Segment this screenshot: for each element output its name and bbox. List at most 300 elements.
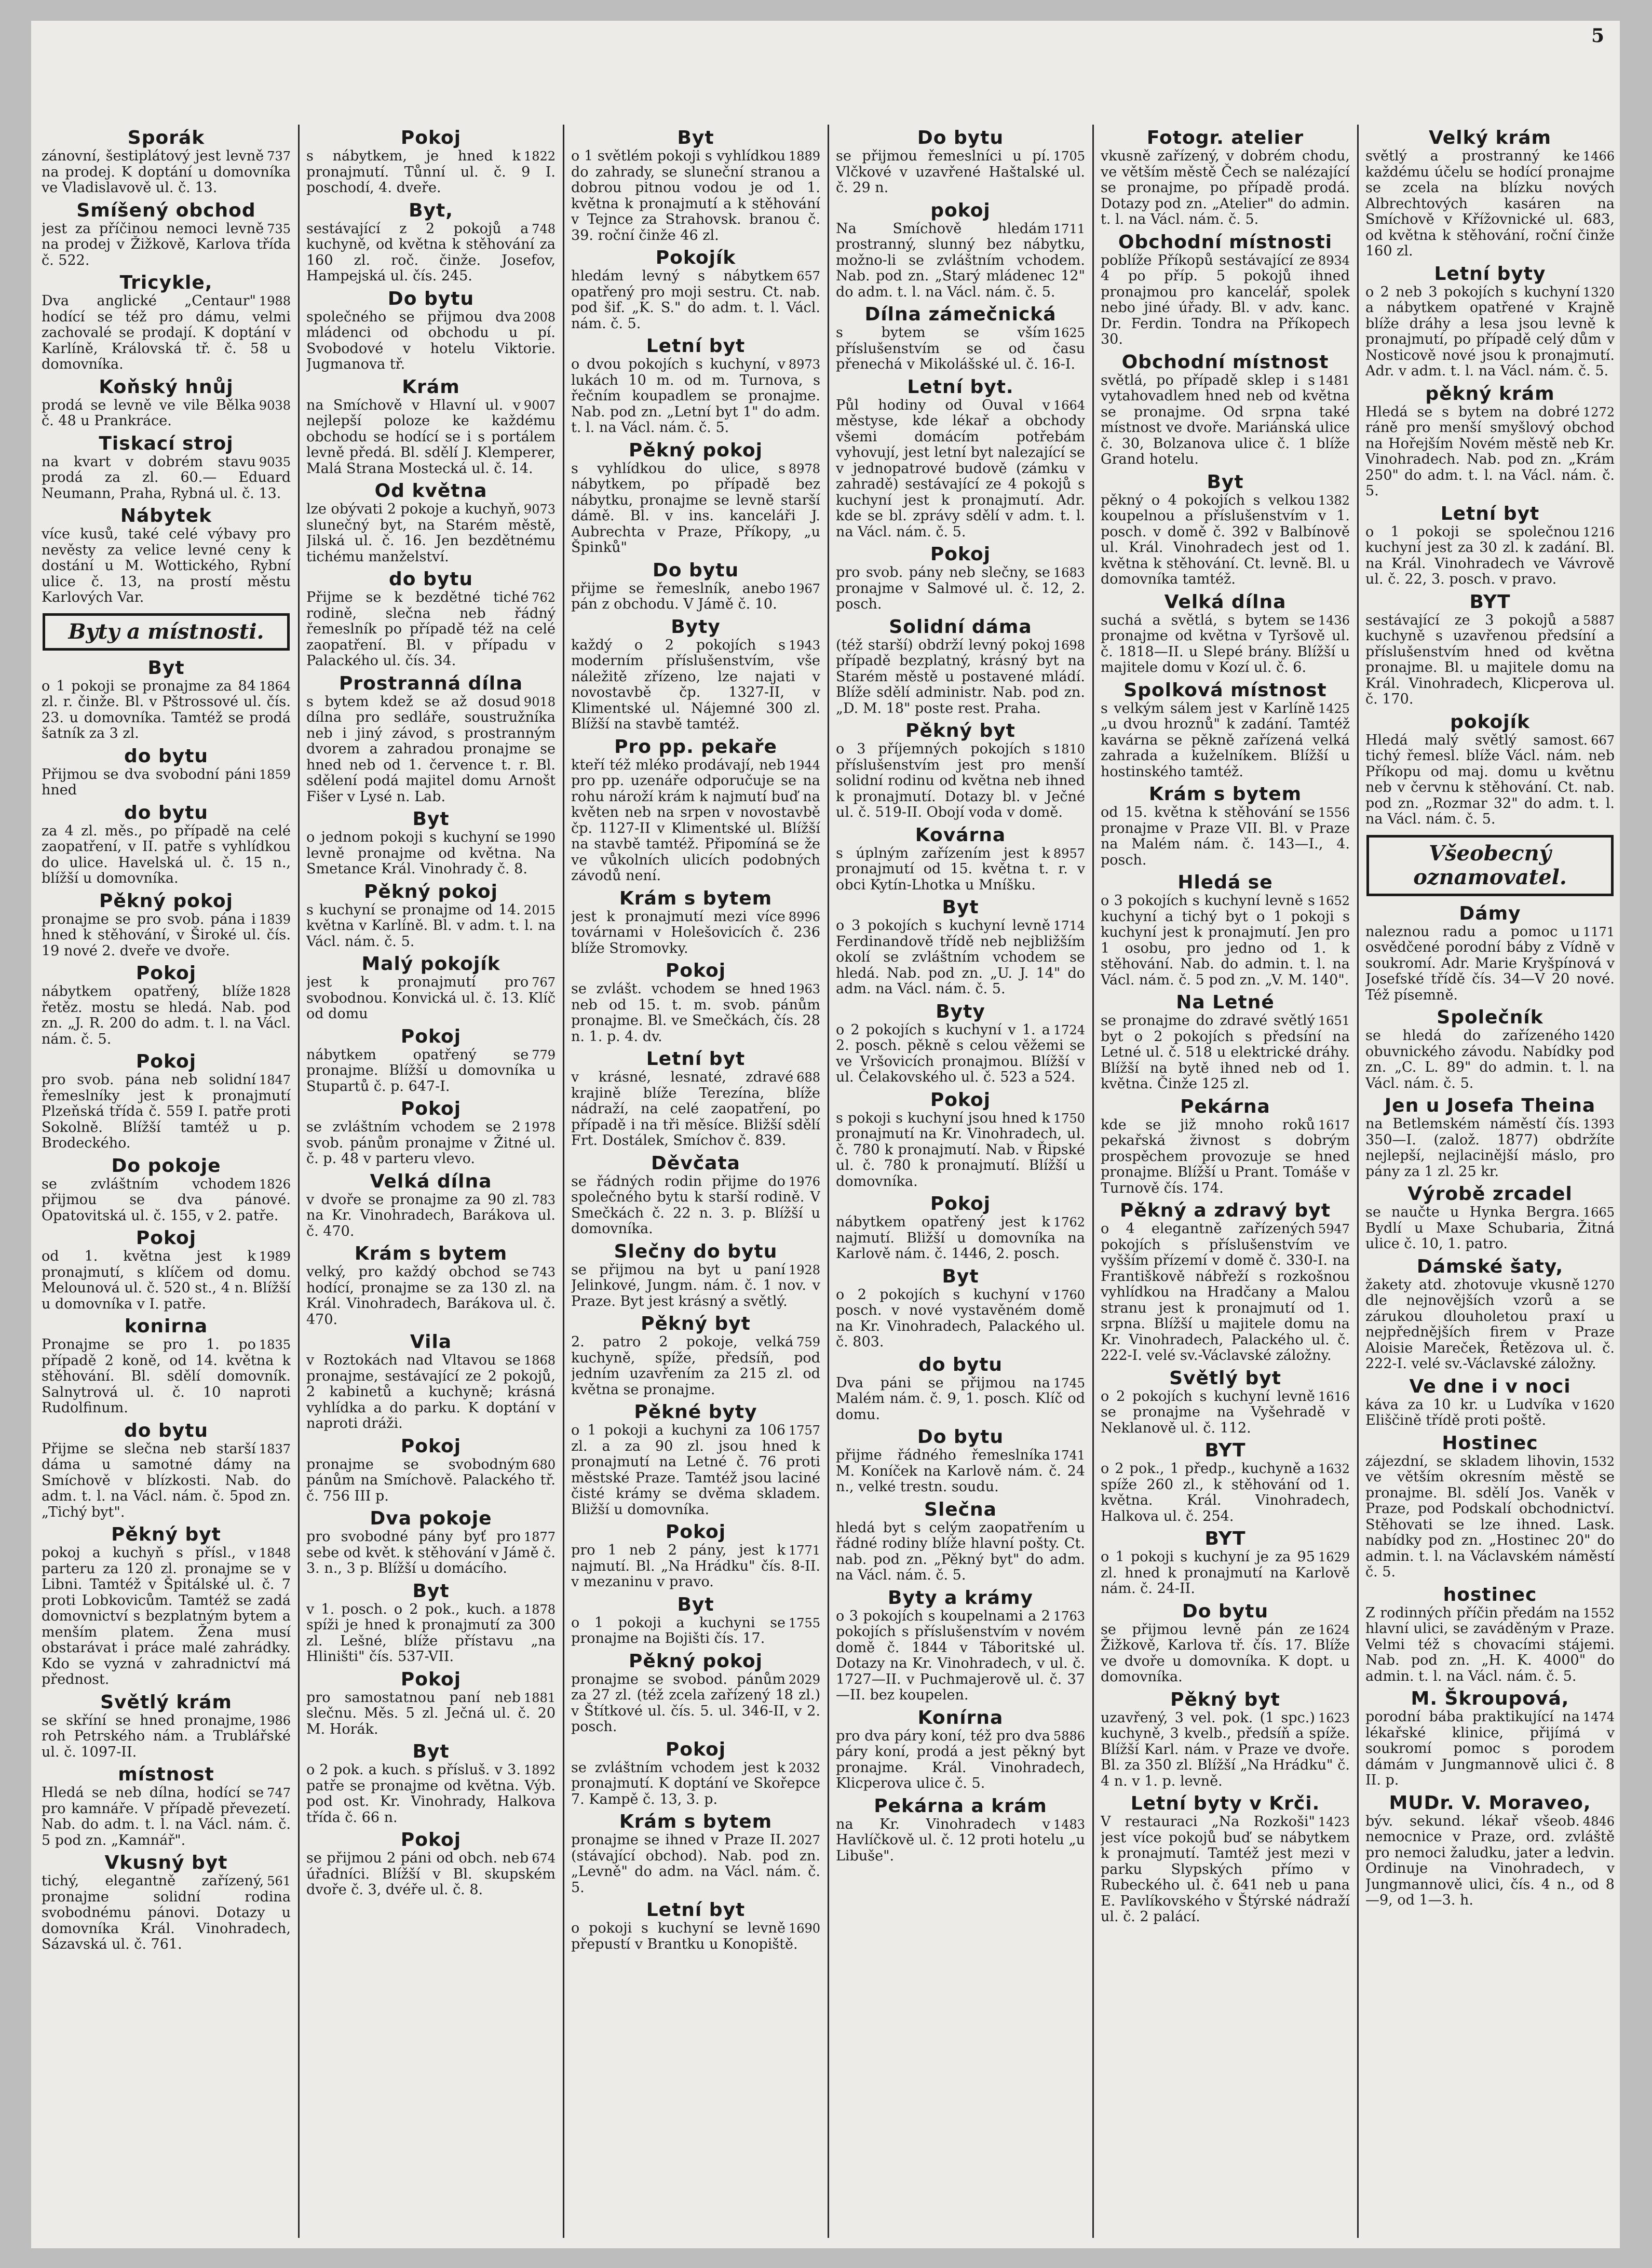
column-rule: [828, 125, 829, 2238]
ad-body: [42, 1713, 291, 1761]
ad-title: Vkusný byt: [104, 1852, 228, 1873]
ad-number: 1683: [1053, 565, 1085, 580]
ad-number: 8934: [1318, 253, 1350, 268]
ad-title: Pěkný pokoj: [364, 881, 498, 902]
ad-text: se přijmou řemeslníci u pí. Vlčkové v uzavřené Haštalské ul. č. 29 n.: [836, 148, 1085, 196]
ad-title: Pěkný a zdravý byt: [1120, 1200, 1331, 1221]
classified-ad: [1101, 1097, 1350, 1197]
ad-body: [836, 221, 1085, 301]
classified-ad: [42, 377, 291, 429]
ad-title: do bytu: [124, 802, 209, 824]
ad-text: pronajme se svobod. pánům za 27 zl. (též zcela zařízený 18 zl.) v Štítkové ul. čís. 5. ul. 346-II, v 2. posch.: [571, 1671, 820, 1735]
ad-text: sestávající z 2 pokojů a kuchyně, od května k stěhování za 160 zl. roč. činže. Josefov, Hampejská ul. čís. 245.: [306, 220, 556, 284]
classified-ad: [1365, 1184, 1615, 1252]
classified-ad: [42, 891, 291, 960]
ad-text: Z rodinných příčin předám na hlavní ulici, se zaváděným v Praze. Velmi též s chovacími stájemi. Nab. pod zn. „H. K. 4000" do admin. t. l. na Václ. nám. č. 5.: [1365, 1604, 1615, 1684]
classified-ad: [1365, 128, 1615, 260]
ad-text: světlý a prostranný ke každému účelu se hodící pronajme se zcela na blízku nových Albrechtových kasáren na Smíchově v Křížovnické ul. 683, od května k stěhování, roční činže 160 zl.: [1365, 148, 1615, 259]
ad-title: Do bytu: [917, 1426, 1004, 1448]
ad-number: 743: [532, 1265, 556, 1279]
ad-text: pro 1 neb 2 pány, jest k najmutí. Bl. „Na Hrádku" čís. 8-II. v mezaninu v pravo.: [571, 1542, 820, 1590]
ad-number: 1928: [788, 1262, 820, 1277]
ad-body: [1365, 1397, 1615, 1429]
ad-body: [306, 590, 556, 669]
classified-ad: [571, 1900, 820, 1952]
ad-title: Hostinec: [1442, 1432, 1538, 1454]
ad-title: Sporák: [127, 127, 205, 148]
ad-title: Dámy: [1459, 902, 1521, 924]
classified-ad: [306, 1244, 556, 1328]
ad-body: [1101, 148, 1350, 228]
ad-text: se zvláštním vchodem přijmou se dva pánové. Opatovitská ul. č. 155, v 2. patře.: [42, 1176, 291, 1224]
ad-title: Koňský hnůj: [99, 376, 234, 398]
ad-number: 1822: [523, 149, 556, 164]
classified-ad: [571, 560, 820, 613]
ad-title: Byt: [147, 657, 185, 679]
ad-body: [42, 1545, 291, 1688]
ad-text: o 3 pokojích s kuchyní levně s kuchyní a tichý byt o 1 pokoji s kuchyní jest k pronajmutí. Jen pro 1 osobu, pro jedno od 1. k stěhování. Nab. do admin. t. l. na Václ. nám. č. 5 pod zn. „V. M. 140".: [1101, 893, 1350, 988]
classified-ad: [571, 1402, 820, 1518]
ad-number: 1741: [1053, 1448, 1085, 1463]
ad-text: naleznou radu a pomoc u osvědčené porodní báby z Vídně v soukromí. Adr. Marie Kryšpínová v Josefské třídě čís. 34—V 20 nové. Též písemně.: [1365, 923, 1615, 1003]
classified-ad: [836, 1500, 1085, 1584]
ad-body: [42, 1441, 291, 1521]
ad-number: 1270: [1582, 1277, 1615, 1292]
ad-number: 9007: [523, 398, 556, 413]
ad-number: 1420: [1582, 1029, 1615, 1043]
ad-number: 1988: [259, 294, 291, 308]
ad-text: kde se již mnoho roků pekařská živnost s dobrým prospěchem provozuje se hned pronajme. Blížší u Prant. Tomáše v Turnově čís. 174.: [1101, 1116, 1350, 1196]
ad-title: Krám s bytem: [1148, 784, 1302, 805]
classified-ad: [1101, 1200, 1350, 1364]
ad-text: se přijmou na byt u paní Jelinkové, Jungm. nám. č. 1 nov. v Praze. Byt jest krásný a světlý.: [571, 1261, 820, 1310]
ad-number: 2032: [788, 1760, 820, 1775]
ad-body: [1101, 893, 1350, 988]
classified-ad: [1365, 504, 1615, 588]
ad-text: na Betlemském náměstí čís. 350—I. (založ. 1877) obdržíte nejlepší, nejlacinější máslo, pro pány za 1 zl. 25 kr.: [1365, 1116, 1615, 1180]
ad-body: [836, 325, 1085, 373]
ad-title: do bytu: [124, 1420, 209, 1441]
ad-number: 1664: [1053, 398, 1085, 413]
section-header: Byty a místnosti.: [43, 613, 290, 651]
classified-ad: [1101, 128, 1350, 228]
ad-number: 1705: [1053, 149, 1085, 164]
classified-ad: [42, 434, 291, 502]
ad-body: [571, 638, 820, 733]
ad-number: 1760: [1053, 1287, 1085, 1302]
ad-title: Dámské šaty,: [1416, 1256, 1564, 1277]
ad-title: Pokoj: [136, 963, 197, 984]
column-3: [571, 125, 820, 2238]
ad-text: s bytem se vším příslušenstvím se od času přenechá v Mikolášské ul. č. 16-I.: [836, 325, 1085, 372]
ad-title: Ve dne i v noci: [1409, 1375, 1571, 1397]
classified-ad: [306, 1171, 556, 1240]
ad-body: [1365, 1205, 1615, 1252]
ad-title: Pokoj: [665, 1521, 726, 1543]
classified-ad: [306, 289, 556, 373]
classified-ad: [1365, 1585, 1615, 1685]
ad-number: 2015: [523, 902, 556, 917]
classified-ad: [306, 1581, 556, 1665]
ad-title: Do bytu: [1182, 1600, 1269, 1622]
ad-number: 1171: [1582, 924, 1615, 939]
ad-text: pokoj a kuchyň s přísl., v parteru za 120 zl. pronajme se v Libni. Tamtéž v Špitálské ul. č. 7 proti Lobkovicům. Tamtéž se zadá domovnictví s bezplatným bytem a menším platem. Žena musí obstarávat i práce malé zahrádky. Kdo se vyzná v zahradnictví má přednost.: [42, 1545, 291, 1688]
ad-body: [571, 148, 820, 244]
ad-body: [1101, 1013, 1350, 1092]
ad-body: [1365, 733, 1615, 828]
ad-title: Pěkný pokoj: [99, 890, 233, 912]
ad-text: v 1. posch. o 2 pok., kuch. a spíži je hned k pronajmutí za 300 zl. Lešné, blíže přístavu „na Hliništi" čís. 537-VII.: [306, 1601, 556, 1665]
ad-title: Pokoj: [930, 1089, 991, 1111]
ad-number: 8973: [788, 357, 820, 372]
classified-ad: [42, 1051, 291, 1152]
ad-body: [1101, 1117, 1350, 1197]
ad-text: žakety atd. zhotovuje vkusně dle nejnovějších vzorů a se zárukou dlouholetou praxí u nejpřednějších firem v Praze Aloisie Mareček, Řetězova ul. č. 222-I. velé sv.-Václavské záložny.: [1365, 1276, 1615, 1372]
ad-number: 1763: [1053, 1609, 1085, 1624]
classified-ad: [836, 1427, 1085, 1495]
ad-text: se řádných rodin přijme do společného bytu k starší rodině. V Smečkách č. 22 n. 3. p. Blížší u domovníka.: [571, 1173, 820, 1237]
ad-body: [306, 830, 556, 878]
ad-body: [1101, 613, 1350, 676]
ad-body: [306, 1047, 556, 1095]
classified-ad: [42, 658, 291, 742]
ad-body: [571, 1615, 820, 1647]
ad-number: 5887: [1582, 613, 1615, 628]
ad-text: pěkný o 4 pokojích s velkou koupelnou a příslušenstvím v 1. posch. v domě č. 392 v Balbínově ul. Král. Vinohradech jest od 1. května k stěhování. Ct. levně. Bl. u domovníka tamtéž.: [1101, 492, 1350, 587]
ad-text: pro dva páry koní, též pro dva páry koní, prodá a jest pěkný byt pronajme. Král. Vinohradech, Klicperova ulice č. 5.: [836, 1727, 1085, 1791]
ad-text: o 3 pokojích s koupelnami a 2 pokojích s příslušenstvím v novém domě č. 1844 v Táboritské ul. Dotazy na Kr. Vinohradech, v ul. č. 1727—II. v Puchmajerově ul. č. 37—II. bez koupelen.: [836, 1608, 1085, 1703]
classified-ad: [42, 746, 291, 799]
ad-number: 1632: [1318, 1462, 1350, 1476]
ad-body: [1101, 1814, 1350, 1925]
ad-body: [1365, 524, 1615, 588]
ad-text: od 1. května jest k pronajmutí, s klíčem od domu. Melounová ul. č. 520 st., 4 n. Blížší u domovníka v I. patře.: [42, 1248, 291, 1312]
ad-number: 783: [532, 1192, 556, 1207]
ad-number: 1889: [788, 149, 820, 164]
classified-ad: [306, 1027, 556, 1095]
ad-text: jest k pronajmutí mezi více továrnami v Holešovicích č. 236 blíže Stromovky.: [571, 908, 820, 956]
ad-title: Pro pp. pekaře: [614, 736, 777, 758]
classified-ad: [1365, 1689, 1615, 1789]
ad-body: [1101, 1710, 1350, 1790]
ad-title: Letní byt: [646, 1899, 746, 1921]
ad-number: 1826: [259, 1177, 291, 1192]
ad-text: o 2 pokojích s kuchyní v posch. v nové vystavěném domě na Kr. Vinohradech, Palackého ul. č. 803.: [836, 1286, 1085, 1350]
ad-text: se skříní se hned pronajme, roh Petrského nám. a Trublářské ul. č. 1097-II.: [42, 1712, 291, 1760]
ad-text: suchá a světlá, s bytem se pronajme od května v Tyršově ul. č. 1818—II. u Slepé brány. Blížší u majitele domu v Kozí ul. č. 6.: [1101, 612, 1350, 676]
ad-title: Letní byty v Krči.: [1130, 1793, 1320, 1814]
ad-body: [306, 221, 556, 285]
ad-text: zánovní, šestiplátový jest levně na prodej. K doptání u domovníka ve Vladislavově ul. č. 13.: [42, 148, 291, 196]
classified-ad: [42, 506, 291, 606]
ad-body: [306, 502, 556, 565]
ad-title: Velká dílna: [1164, 591, 1287, 613]
ad-body: [1365, 148, 1615, 260]
classified-ad: [1365, 712, 1615, 828]
ad-text: Dva anglické „Centaur" hodící se též pro dámu, velmi zachovalé se prodají. K doptání v Karlíně, Královská tř. č. 58 u domovníka.: [42, 293, 291, 372]
ad-number: 8978: [788, 461, 820, 476]
ad-title: Krám: [402, 376, 460, 398]
classified-ad: [1101, 872, 1350, 988]
ad-text: společného se přijmou dva mládenci od obchodu u pí. Svobodové v hotelu Viktorie. Jugmanova tř.: [306, 308, 556, 372]
ad-title: Pěkné byty: [634, 1401, 757, 1423]
ad-body: [836, 148, 1085, 196]
ad-body: [1101, 1389, 1350, 1437]
ad-body: [836, 1375, 1085, 1423]
ad-body: [1101, 253, 1350, 348]
ad-number: 1617: [1318, 1117, 1350, 1132]
ad-body: [1365, 924, 1615, 1004]
ad-title: Pěkný byt: [641, 1313, 751, 1334]
ad-title: Letní byt: [1440, 503, 1540, 524]
classified-ad: [836, 1266, 1085, 1351]
ad-number: 1436: [1318, 613, 1350, 628]
ad-text: o 1 pokoji a kuchyni za 106 zl. a za 90 zl. jsou hned k pronajmutí na Letné č. 76 proti městské Praze. Tamtéž jsou laciné čisté krámy se dvěma skladem. Bližší u domovníka.: [571, 1422, 820, 1518]
classified-ad: [1365, 903, 1615, 1004]
ad-title: Byt: [1207, 471, 1244, 493]
ad-title: Byty: [936, 1001, 985, 1022]
ad-title: Pokoj: [400, 127, 462, 148]
classified-ad: [1101, 232, 1350, 348]
ad-number: 1771: [788, 1543, 820, 1558]
classified-ad: [306, 128, 556, 196]
ad-text: více kusů, také celé výbavy pro nevěsty za velice levné ceny k dostání u M. Wottického, Rybní ulice č. 13, na prostí městu Karlových Var.: [42, 526, 291, 605]
ad-body: [836, 398, 1085, 541]
ad-number: 1652: [1318, 894, 1350, 908]
ad-body: [306, 1851, 556, 1898]
ad-text: s úplným zařízením jest k pronajmutí od 15. května t. r. v obci Kytín-Lhotka u Mníšku.: [836, 845, 1085, 893]
ad-body: [42, 679, 291, 742]
ad-text: prodá se levně ve vile Bělka č. 48 u Prankráce.: [42, 397, 256, 429]
ad-number: 5947: [1318, 1222, 1350, 1236]
ad-title: Pekárna a krám: [874, 1795, 1047, 1817]
ad-number: 1828: [259, 984, 291, 999]
ad-title: Hledá se: [1177, 872, 1273, 893]
ad-text: Půl hodiny od Ouval v městyse, kde lékař a obchody všemi domácím potřebám vyhovují, jest letní byt nalezající se v jednopatrové budově (zámku v zahradě) sestávající ze 4 pokojů s kuchyní jest k pronajmutí. Adr. kde se bl. zprávy sdělí v adm. t. l. na Václ. nám. č. 5.: [836, 397, 1085, 540]
ad-number: 1757: [788, 1423, 820, 1438]
ad-body: [571, 1832, 820, 1896]
ad-number: 1750: [1053, 1111, 1085, 1126]
ad-text: v dvoře se pronajme za 90 zl. na Kr. Vinohradech, Barákova ul. č. 470.: [306, 1191, 556, 1239]
ad-title: do bytu: [918, 1354, 1003, 1375]
ad-text: se zvláštním vchodem jest k pronajmutí. K doptání ve Skořepce 7. Kampě č. 13, 3. p.: [571, 1759, 820, 1807]
column-4: [836, 125, 1085, 2238]
classified-ad: [42, 1764, 291, 1848]
classified-ad: [571, 248, 820, 332]
ad-title: Světlý krám: [100, 1691, 232, 1713]
classified-ad: [571, 440, 820, 556]
ad-title: Letní byt: [646, 335, 746, 357]
ad-number: 680: [532, 1457, 556, 1472]
ad-body: [836, 1214, 1085, 1262]
column-5: [1101, 125, 1350, 2238]
ad-number: 4846: [1582, 1814, 1615, 1829]
ad-title: Pokoj: [930, 544, 991, 565]
classified-ad: [571, 1241, 820, 1310]
ad-title: Pokoj: [136, 1051, 197, 1072]
ad-number: 748: [532, 221, 556, 236]
ad-number: 1990: [523, 830, 556, 845]
classified-ad: [42, 1524, 291, 1688]
ad-title: Byty: [671, 616, 721, 638]
classified-ad: [306, 882, 556, 950]
classified-ad: [306, 569, 556, 669]
ad-title: Pokoj: [400, 1025, 462, 1047]
ad-body: [42, 148, 291, 196]
ad-title: Pokoj: [665, 960, 726, 981]
ad-number: 1986: [259, 1713, 291, 1728]
classified-ad: [1101, 1601, 1350, 1685]
ad-body: [571, 1423, 820, 1518]
ad-text: o 1 pokoji se společnou kuchyní jest za 30 zl. k zadání. Bl. na Král. Vinohradech ve Vávrově ul. č. 22, 3. posch. v pravo.: [1365, 523, 1615, 587]
ad-title: pokojík: [1450, 711, 1530, 733]
classified-ad: [306, 1508, 556, 1577]
ad-body: [1365, 1277, 1615, 1372]
ad-text: světlá, po případě sklep i s vytahovadlem hned neb od května se pronajme. Od srpna také místnost ve dvoře. Mariánská ulice č. 30, Bolzanova ulice č. 1 blíže Grand hotelu.: [1101, 372, 1350, 467]
ad-text: V restauraci „Na Rozkoši" jest více pokojů buď se nábytkem k pronajmutí. Tamtéž jest mezi v parku Slypských přímo v Rubeckého ul. č. 641 neb u pana E. Pavlíkovského v Štýrské nádraží ul. č. 2 palácí.: [1101, 1814, 1350, 1925]
ad-body: [306, 902, 556, 950]
ad-body: [1365, 1028, 1615, 1091]
ad-body: [836, 741, 1085, 821]
ad-title: Solidní dáma: [889, 616, 1032, 638]
ad-text: o 2 pokojích s kuchyní v 1. a 2. posch. pěkně s celou věžemi se ve Vršovicích pronajmou. Blížší v ul. Čelakovského ul. č. 523 a 524.: [836, 1021, 1085, 1085]
ad-title: konirna: [124, 1316, 208, 1337]
classified-ad: [836, 1194, 1085, 1262]
ad-title: Tiskací stroj: [99, 433, 234, 454]
ad-title: Dílna zámečnická: [864, 304, 1057, 325]
ad-title: pěkný krám: [1425, 383, 1555, 404]
ad-number: 8996: [788, 909, 820, 924]
classified-ad: [836, 1588, 1085, 1704]
ad-number: 1963: [788, 982, 820, 996]
ad-text: zájezdní, se skladem lihovin, ve větším okresním městě se pronajme. Bl. sdělí Jos. Vaněk v Praze, pod Podskalí obchodnictví. Stěhovati se lze ihned. Lask. nabídky pod zn. „Hostinec 20" do admin. t. l. na Václavském náměstí č. 5.: [1365, 1453, 1615, 1580]
ad-body: [306, 975, 556, 1022]
classified-ad: [42, 1316, 291, 1416]
classified-ad: [1101, 1529, 1350, 1597]
ad-body: [42, 824, 291, 887]
ad-text: se hledá do zařízeného obuvnického závodu. Nabídky pod zn. „C. L. 89" do admin. t. l. na Václ. nám. č. 5.: [1365, 1028, 1615, 1091]
ad-body: [42, 398, 291, 429]
ad-text: pronajme se pro svob. pána i hned k stěhování, v Široké ul. čís. 19 nové 2. dveře ve dvoře.: [42, 911, 291, 959]
ad-body: [1101, 701, 1350, 780]
ad-number: 9038: [259, 398, 291, 413]
ad-number: 1745: [1053, 1375, 1085, 1391]
ad-text: se přijmou levně pán ze Žižkově, Karlova tř. čís. 17. Blíže ve dvoře u domovníka. K dopt. u domovníka.: [1101, 1621, 1350, 1685]
ad-number: 779: [532, 1047, 556, 1062]
ad-text: nábytkem opatřený, blíže řetěz. mostu se hledá. Nab. pod zn. „J. R. 200 do adm. t. l. na Václ. nám. č. 5.: [42, 983, 291, 1047]
classified-ad: [306, 1742, 556, 1826]
classified-ad: [42, 803, 291, 887]
ad-body: [1101, 373, 1350, 468]
ad-body: [836, 1817, 1085, 1865]
ad-body: [571, 1174, 820, 1237]
ad-text: za 4 zl. měs., po případě na celé zaopatření, v II. patře s vyhlídkou do ulice. Havelská ul. č. 15 n., blížší u domovníka.: [42, 822, 291, 886]
ad-text: hledá byt s celým zaopatřením u řádné rodiny blíže hlavní pošty. Ct. nab. pod zn. „Pěkný byt" do adm. na Václ. nám. č. 5.: [836, 1519, 1085, 1583]
ad-number: 2008: [523, 309, 556, 325]
ad-number: 2027: [788, 1833, 820, 1847]
ad-title: Obchodní místnost: [1121, 351, 1329, 373]
ad-body: [1101, 493, 1350, 588]
ad-title: Na Letné: [1176, 992, 1275, 1013]
classified-ad: [571, 737, 820, 884]
classified-ad: [42, 1156, 291, 1224]
classified-ad: [836, 1090, 1085, 1190]
ad-number: 735: [267, 221, 291, 236]
classified-ad: [1101, 992, 1350, 1092]
ad-text: (též starší) obdrží levný pokoj případě bezplatný, krásný byt na Starém městě u postavené mládí. Blíže sdělí administr. Nab. pod zn. „D. M. 18" poste rest. Praha.: [836, 637, 1085, 717]
ad-title: Nábytek: [120, 505, 212, 526]
ad-title: Světlý byt: [1169, 1367, 1281, 1389]
ad-title: Pěkný byt: [1170, 1689, 1280, 1710]
ad-text: o 3 pokojích s kuchyní levně Ferdinandově třídě neb nejbližším okolí se zvláštním vchodem se hledá. Nab. pod zn. „U. J. 14" do adm. na Václ. nám. č. 5.: [836, 917, 1085, 997]
ad-title: Tricykle,: [119, 272, 213, 293]
ad-text: s velkým sálem jest v Karlíně „u dvou hroznů" k zadání. Tamtéž kavárna se pěkně zařízená velká zahrada a kuželníkem. Blížší u hostinského tamtéž.: [1101, 700, 1350, 780]
ad-number: 1989: [259, 1249, 291, 1264]
ad-title: Byt: [412, 1741, 450, 1762]
ad-number: 1425: [1318, 701, 1350, 716]
ad-text: o 3 příjemných pokojích s příslušenstvím jest pro menší solidní rodinu od května neb ihned k pronajmutí. Dotazy bl. v Ječné ul. č. 519-II. Obojí voda v domě.: [836, 741, 1085, 820]
column-rule: [298, 125, 300, 2238]
ad-title: Krám s bytem: [619, 887, 773, 909]
ad-number: 1848: [259, 1546, 291, 1560]
ad-title: Fotogr. atelier: [1146, 127, 1304, 148]
classified-ad: [42, 963, 291, 1047]
ad-body: [42, 1249, 291, 1312]
ad-title: Letní byty: [1434, 263, 1546, 285]
ad-text: s kuchyní se pronajme od 14. května v Karlíně. Bl. v adm. t. l. na Václ. nám. č. 5.: [306, 901, 556, 950]
classified-ad: [1365, 384, 1615, 500]
ad-title: Byt,: [409, 199, 453, 221]
ad-body: [306, 1119, 556, 1167]
ad-title: BYT: [1204, 1528, 1246, 1549]
ad-number: 9073: [523, 502, 556, 517]
classified-ad: [571, 1739, 820, 1808]
ad-number: 1625: [1053, 326, 1085, 340]
classified-ad: [571, 336, 820, 436]
ad-title: Do bytu: [387, 288, 475, 309]
classified-ad: [836, 617, 1085, 717]
ad-title: Krám s bytem: [619, 1811, 773, 1832]
ad-body: [42, 1177, 291, 1224]
ad-body: [571, 461, 820, 556]
ad-text: o pokoji s kuchyní se levně přepustí v Brantku u Konopiště.: [571, 1920, 798, 1952]
ad-number: 674: [532, 1851, 556, 1866]
ad-body: [42, 526, 291, 606]
ad-body: [1365, 1814, 1615, 1909]
ad-title: Letní byt: [646, 1048, 746, 1070]
ad-number: 1393: [1582, 1117, 1615, 1131]
ad-body: [571, 1921, 820, 1952]
ad-body: [836, 1729, 1085, 1792]
ad-title: Byt: [942, 1265, 979, 1287]
ad-title: Společník: [1437, 1007, 1543, 1028]
classified-ad: [306, 481, 556, 565]
ad-number: 688: [796, 1070, 820, 1085]
ad-title: Dva pokoje: [370, 1508, 492, 1529]
ad-number: 1976: [788, 1174, 820, 1189]
ad-text: od 15. května k stěhování se pronajme v Praze VII. Bl. v Praze na Malém nám. č. 143—I., 4. posch.: [1101, 804, 1350, 868]
ad-text: Přijmou se dva svobodní páni hned: [42, 766, 256, 798]
ad-title: Od května: [374, 480, 488, 502]
ad-text: o 2 neb 3 pokojích s kuchyní a nábytkem opatřené v Krajně blíže dráhy a lesa jsou levně k pronajmutí, po případě celý dům v Nosticově nové jsou k pronajmutí. Adr. v adm. t. l. na Václ. nám. č. 5.: [1365, 284, 1615, 379]
ad-body: [571, 981, 820, 1045]
ad-text: tichý, elegantně zařízený, pronajme solidní rodina svobodnému pánovi. Dotazy u domovníka Král. Vinohradech, Sázavská ul. č. 761.: [42, 1873, 291, 1952]
ad-text: s nábytkem, je hned k pronajmutí. Tůnní ul. č. 9 I. poschodí, 4. dveře.: [306, 148, 556, 196]
ad-body: [306, 1762, 556, 1826]
ad-text: pronajme se svobodným pánům na Smíchově. Palackého tř. č. 756 III p.: [306, 1456, 556, 1504]
classified-ad: [306, 377, 556, 477]
classified-ad: [1101, 784, 1350, 868]
